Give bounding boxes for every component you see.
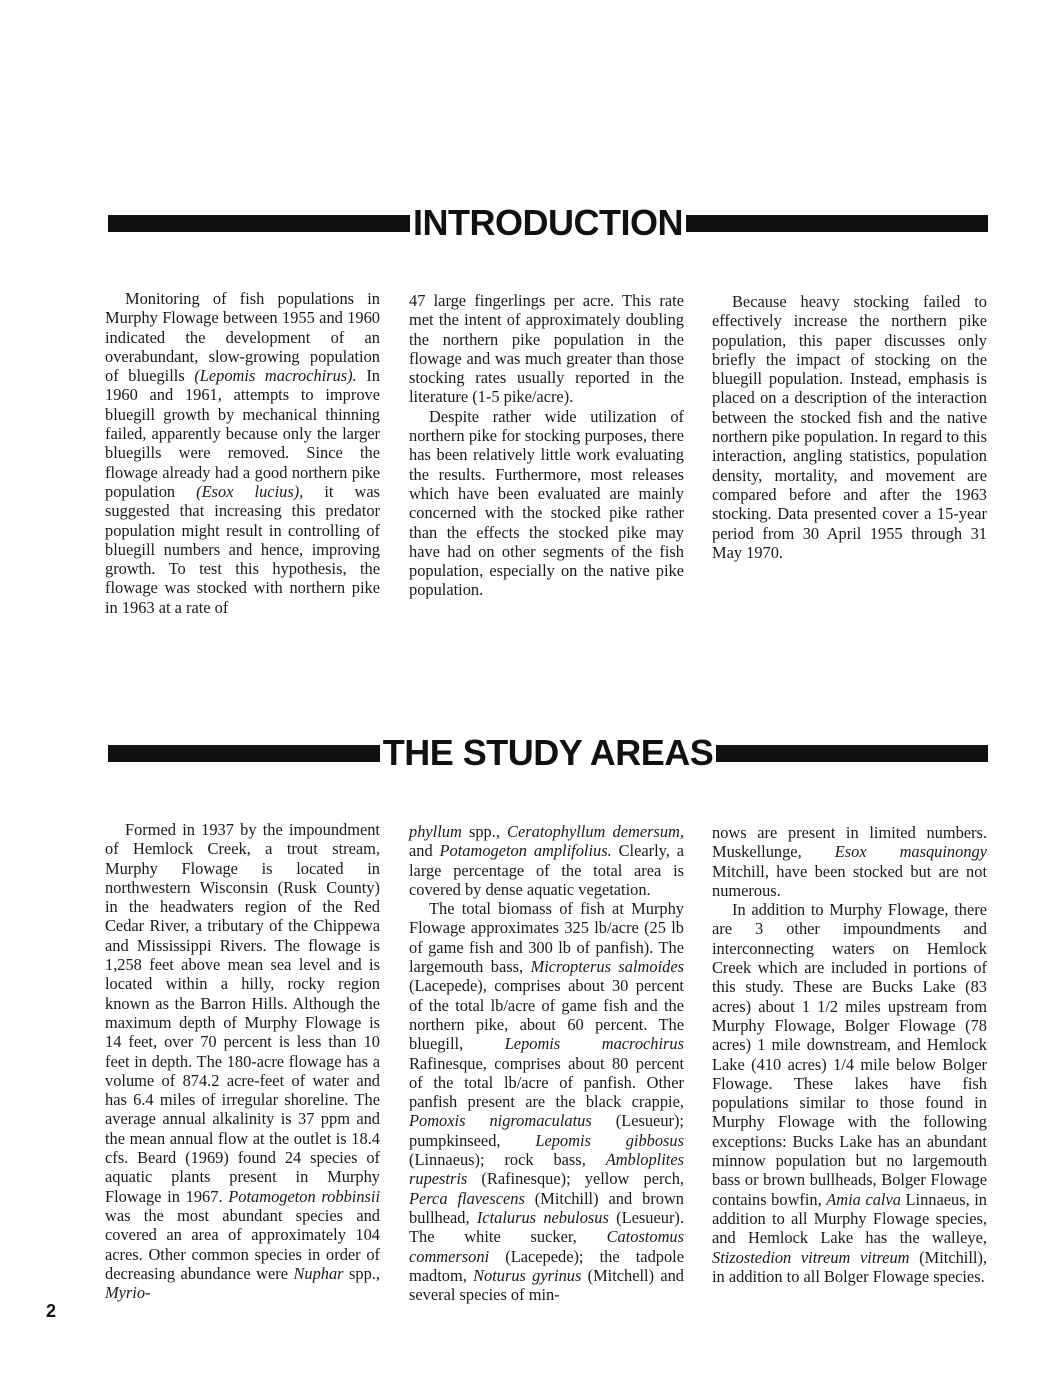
study-areas-column-1 xyxy=(105,820,380,1302)
species-name: phyllum xyxy=(409,822,462,841)
paragraph xyxy=(712,900,987,1286)
text-run: The total biomass of fish at Murphy Flowage approximates 325 lb/acre (25 lb of game fish and 300 lb of panfish). The largemouth bass, xyxy=(409,899,684,977)
heading-bar-left xyxy=(108,745,380,762)
paragraph: 47 large fingerlings per acre. This rate met the intent of approximately doubling the northern pike population in the flowage and was much greater than those stocking rates usually reported in the literature (1-5 pike/acre). xyxy=(409,291,684,407)
text-run: spp., xyxy=(461,822,508,841)
text-run: and xyxy=(409,841,440,861)
paragraph: Because heavy stocking failed to effectively increase the northern pike population, this paper discusses only briefly the impact of stocking on the bluegill population. Instead, emphasis is placed on a description of the interaction between the stocked fish and the native northern pike population. In regard to this interaction, angling statistics, population density, mortality, and movement are compared before and after the 1963 stocking. Data presented cover a 15-year period from 30 April 1955 through 31 May 1970. xyxy=(712,292,987,562)
text-run: (Lesueur); pumpkinseed, xyxy=(409,1111,684,1150)
paragraph xyxy=(409,822,684,899)
text-run: Monitoring of fish populations in Murphy Flowage between 1955 and 1960 indicated the development of an overabundant, slow-growing population of bluegills xyxy=(105,289,380,386)
text-run: (Mitchill) and brown bullhead, xyxy=(409,1188,684,1227)
species-name: Stizostedion vitreum vitreum xyxy=(712,1247,910,1267)
heading-bar-right xyxy=(686,215,988,232)
species-name: Lepomis macrochirus xyxy=(504,1034,684,1054)
species-name: Micropterus salmoides xyxy=(530,957,684,977)
text-run: spp., xyxy=(343,1263,380,1283)
species-name: Catostomus commersoni xyxy=(409,1227,684,1266)
species-name: (Lepomis macrochirus). xyxy=(194,366,357,386)
text-run: In addition to Murphy Flowage, there are 3 other impoundments and interconnecting waters on Hemlock Creek which are included in portions of this study. These are Bucks Lake (83 acres) about 1 1/2 miles upstream from Murphy Flowage, Bolger Flowage (78 acres) 1 mile downstream, and Hemlock Lake (410 acres) 1/4 mile below Bolger Flowage. These lakes have fish populations similar to those found in Murphy Flowage with the following exceptions: Bucks Lake has an abundant minnow population but no largemouth bass or brown bullheads, Bolger Flowage contains bowfin, xyxy=(712,900,987,1209)
heading-bar-left xyxy=(108,215,410,232)
heading-bar-right xyxy=(716,745,988,762)
introduction-column-3 xyxy=(712,292,987,562)
species-name: Ambloplites rupestris xyxy=(409,1150,684,1189)
text-run: Linnaeus, in addition to all Murphy Flowage species, and Hemlock Lake has the walleye, xyxy=(712,1189,987,1248)
species-name: Pomoxis nigromaculatus xyxy=(409,1111,592,1131)
species-name: Nuphar xyxy=(293,1263,344,1283)
species-name: Lepomis gibbosus xyxy=(535,1130,684,1150)
species-name: Perca flavescens xyxy=(409,1188,525,1208)
study-areas-column-2 xyxy=(409,822,684,1304)
introduction-column-2 xyxy=(409,291,684,600)
text-run: (Linnaeus); rock bass, xyxy=(409,1150,606,1170)
introduction-column-1 xyxy=(105,289,380,617)
introduction-heading: INTRODUCTION xyxy=(413,202,683,243)
paragraph xyxy=(105,289,380,617)
study-areas-column-3 xyxy=(712,823,987,1286)
species-name: Esox masquinongy xyxy=(834,842,987,862)
species-name: Ceratophyllum demersum, xyxy=(507,822,684,841)
text-run: Mitchill, have been stocked but are not numerous. xyxy=(712,861,987,900)
species-name: Noturus gyrinus xyxy=(473,1265,582,1285)
text-run: Rafinesque, comprises about 80 percent of the total lb/acre of panfish. Other panfish present are the black crappie, xyxy=(409,1053,684,1112)
text-run: Clearly, a large percentage of the total area is covered by dense aquatic vegetation. xyxy=(409,841,685,899)
text-run: (Lesueur). The white sucker, xyxy=(409,1207,684,1247)
text-run: In 1960 and 1961, attempts to improve bluegill growth by mechanical thinning failed, apparently because only the larger bluegills were removed. Since the flowage already had a good northern pike population xyxy=(105,366,380,501)
paragraph xyxy=(409,899,684,1304)
species-name: Myrio- xyxy=(105,1283,151,1303)
page-number: 2 xyxy=(46,1301,57,1321)
paragraph xyxy=(712,823,987,900)
text-run: it was suggested that increasing this predator population might result in controlling of bluegill numbers and hence, improving growth. To test this hypothesis, the flowage was stocked with northern pike in 1963 at a rate of xyxy=(105,481,380,617)
text-run: (Mitchill), in addition to all Bolger Flowage species. xyxy=(712,1247,987,1286)
species-name: Ictalurus nebulosus xyxy=(476,1207,609,1227)
text-run: (Rafinesque); yellow perch, xyxy=(467,1169,684,1189)
species-name: (Esox lucius), xyxy=(196,481,304,501)
text-run: Formed in 1937 by the impoundment of Hemlock Creek, a trout stream, Murphy Flowage is located in northwestern Wisconsin (Rusk County) in the headwaters region of the Red Cedar River, a tributary of the Chippewa and Mississippi Rivers. The flowage is 1,258 feet above mean sea level and is located within a hilly, rocky region known as the Barron Hills. Although the maximum depth of Murphy Flowage is 14 feet, over 70 percent is less than 10 feet in depth. The 180-acre flowage has a volume of 874.2 acre-feet of water and has 6.4 miles of irregular shoreline. The average annual alkalinity is 37 ppm and the mean annual flow at the outlet is 18.4 cfs. Beard (1969) found 24 species of aquatic plants present in Murphy Flowage in 1967. xyxy=(105,820,380,1206)
text-run: nows are present in limited numbers. Muskellunge, xyxy=(712,823,987,862)
species-name: Potamogeton amplifolius. xyxy=(439,841,612,861)
species-name: Potamogeton robbinsii xyxy=(228,1186,381,1206)
text-run: was the most abundant species and covered an area of approximately 104 acres. Other common species in order of decreasing abundance were xyxy=(105,1205,380,1283)
paragraph: Despite rather wide utilization of northern pike for stocking purposes, there has been relatively little work evaluating the results. Furthermore, most releases which have been evaluated are mainly concerned with the stocked pike rather than the effects the stocked pike may have had on other segments of the fish population, especially on the native pike population. xyxy=(409,406,684,600)
text-run: (Lacepede), comprises about 30 percent of the total lb/acre of game fish and the northern pike, about 60 percent. The bluegill, xyxy=(409,976,684,1054)
text-run: (Mitchell) and several species of min- xyxy=(409,1265,684,1305)
study-areas-heading: THE STUDY AREAS xyxy=(382,732,714,773)
species-name: Amia calva xyxy=(826,1189,901,1209)
text-run: (Lacepede); the tadpole madtom, xyxy=(409,1246,684,1285)
study-areas-heading-rule xyxy=(108,732,988,773)
paragraph xyxy=(105,820,380,1302)
introduction-heading-rule xyxy=(108,202,988,243)
